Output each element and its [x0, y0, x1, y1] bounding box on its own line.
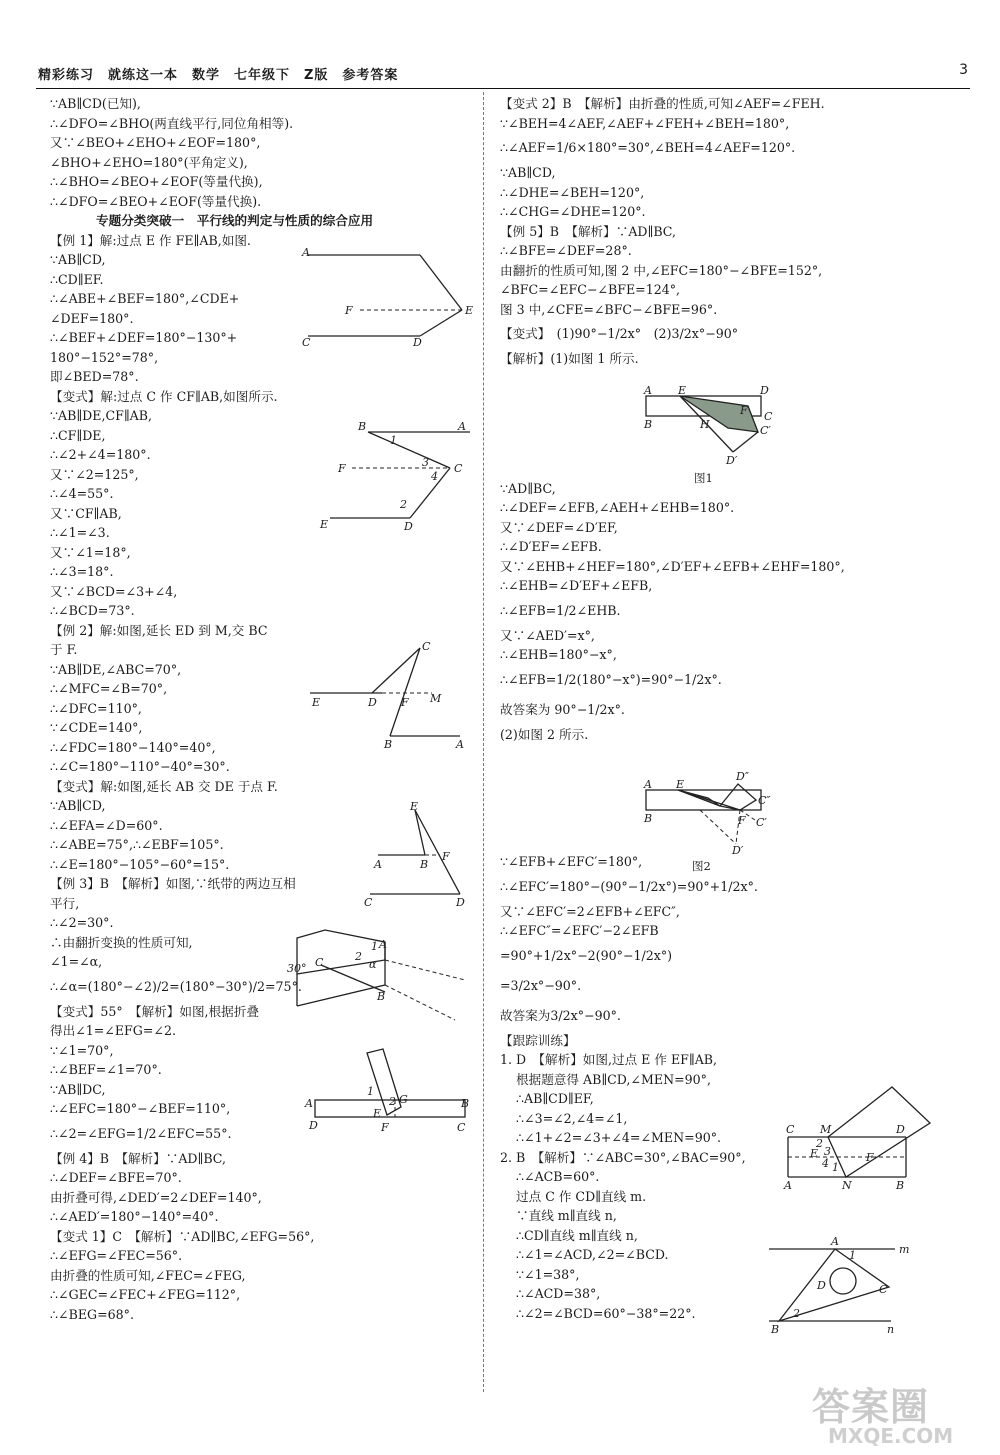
point-label: C″ [758, 794, 771, 807]
point-label: D [309, 1119, 318, 1132]
figure-2-caption: 图2 [692, 859, 711, 873]
angle-label: α [369, 958, 377, 971]
point-label: D [896, 1123, 905, 1136]
point-label: D [760, 384, 769, 397]
text-line: ∴∠FDC=180°−140°=40°, [50, 739, 216, 755]
point-label: F [738, 814, 746, 827]
text-line: ∵AB∥DE,∠ABC=70°, [50, 661, 182, 677]
angle-label: 1 [371, 940, 378, 953]
page-number: 3 [959, 62, 968, 78]
text-line: ∴∠BCD=73°. [50, 603, 135, 618]
text-line: ∠DEF=180°. [50, 310, 134, 326]
header-title: 精彩练习 就练这一本 数学 七年级下 Z版 参考答案 [38, 68, 399, 83]
text-line: ∴∠EFB=1/2(180°−x°)=90°−1/2x°. [500, 671, 722, 687]
text-line: 又∵∠DEF=∠D′EF, [500, 519, 618, 535]
point-label: A [784, 1179, 792, 1192]
text-line: ∵直线 m∥直线 n, [516, 1208, 617, 1223]
text-line: ∴∠EFB=1/2∠EHB. [500, 602, 621, 618]
figure-example-2 [310, 640, 480, 755]
point-label: C [422, 640, 431, 653]
point-label: N [842, 1179, 852, 1192]
text-line: 于 F. [50, 642, 78, 657]
text-line: ∴∠2=∠EFG=1/2∠EFC=55°. [50, 1125, 232, 1141]
point-label: C′ [760, 424, 771, 437]
text-line: 得出∠1=∠EFG=∠2. [50, 1023, 176, 1038]
text-line: 【例 5】B 【解析】∵AD∥BC, [500, 223, 677, 239]
text-line: ∵AB∥CD, [50, 252, 106, 267]
text-line: ∴∠BEF+∠DEF=180°−130°+ [50, 330, 238, 345]
text-line: 又∵∠BCD=∠3+∠4, [50, 583, 178, 599]
text-line: ∵AB∥DC, [50, 1081, 106, 1097]
point-label: A [458, 420, 466, 433]
text-line: ∴CD∥EF. [50, 271, 104, 287]
text-line: ∴∠DHE=∠BEH=120°, [500, 184, 645, 200]
text-line: ∴∠DFC=110°, [50, 700, 142, 716]
point-label: D [817, 1279, 826, 1292]
point-label: B [896, 1179, 905, 1192]
text-line: ∴∠α=(180°−∠2)/2=(180°−30°)/2=75°. [50, 978, 302, 994]
line-label: m [899, 1243, 910, 1256]
text-line: ∴AB∥CD∥EF, [516, 1091, 594, 1106]
point-label: 3 [422, 456, 429, 469]
figure-variant-2 [360, 800, 480, 910]
text-line: 【跟踪训练】 [500, 1032, 576, 1048]
text-line: 180°−152°=78°, [50, 349, 159, 365]
line-label: n [887, 1323, 895, 1336]
text-line: ∴∠EHB=∠D′EF+∠EFB, [500, 578, 653, 593]
text-line: 根据题意得 AB∥CD,∠MEN=90°, [516, 1071, 711, 1087]
angle-label: 2 [816, 1137, 823, 1150]
text-line: ∵AB∥CD, [500, 165, 556, 180]
text-line: ∴∠EHB=180°−x°, [500, 647, 617, 662]
text-line: ∵∠1=38°, [516, 1266, 580, 1282]
point-label: B [377, 990, 386, 1003]
text-line: ∵AB∥CD, [50, 798, 106, 813]
angle-label: 4 [822, 1157, 829, 1170]
point-label: C [302, 336, 311, 349]
point-label: E [373, 1107, 382, 1120]
header-rule [36, 88, 970, 89]
text-line: ∴∠DFO=∠BHO(两直线平行,同位角相等). [50, 115, 294, 131]
text-line: ∵∠EFB+∠EFC′=180°, [500, 854, 643, 869]
text-line: ∴∠BHO=∠BEO+∠EOF(等量代换), [50, 174, 263, 189]
text-line: 【例 4】B 【解析】∵AD∥BC, [50, 1150, 227, 1166]
figure-example-3 [285, 920, 475, 1040]
point-label: M [430, 692, 442, 705]
point-label: E [312, 696, 321, 709]
text-line: 过点 C 作 CD∥直线 m. [516, 1188, 647, 1204]
point-label: A [305, 1097, 313, 1110]
text-line: ∴∠1+∠2=∠3+∠4=∠MEN=90°. [516, 1130, 722, 1145]
angle-label: 30° [287, 962, 307, 975]
point-label: A [374, 858, 382, 871]
text-line: 又∵∠1=18°, [50, 544, 131, 560]
page-header [38, 62, 968, 84]
figure-track-1 [780, 1085, 940, 1195]
text-line: ∴∠DFO=∠BEO+∠EOF(等量代换). [50, 193, 262, 209]
point-label: B [358, 420, 367, 433]
angle-label: 2 [389, 1095, 396, 1108]
text-line: 【例 1】解:过点 E 作 FE∥AB,如图. [50, 232, 251, 248]
text-line: ∴∠BFE=∠DEF=28°. [500, 243, 632, 258]
text-line: ∴∠D′EF=∠EFB. [500, 539, 602, 554]
angle-label: 1 [832, 1161, 839, 1174]
point-label: C [364, 896, 373, 909]
point-label: E [320, 518, 329, 531]
point-label: F [381, 1121, 389, 1134]
point-label: A [644, 384, 652, 397]
text-line: 又∵∠2=125°, [50, 466, 139, 482]
point-label: C [764, 410, 773, 423]
text-line: ∴∠1=∠3. [50, 525, 110, 540]
point-label: G [399, 1093, 408, 1106]
point-label: A [831, 1235, 839, 1248]
text-line: 【例 2】解:如图,延长 ED 到 M,交 BC [50, 622, 268, 638]
text-line: ∴∠DEF=∠BFE=70°. [50, 1170, 182, 1185]
point-label: B [461, 1097, 470, 1110]
text-line: 由折叠的性质可知,∠FEC=∠FEG, [50, 1267, 246, 1283]
text-line: 由翻折的性质可知,图 2 中,∠EFC=180°−∠BFE=152°, [500, 262, 823, 278]
point-label: B [420, 858, 429, 871]
text-line: ∴∠E=180°−105°−60°=15°. [50, 856, 230, 872]
text-line: 【变式】55° 【解析】如图,根据折叠 [50, 1003, 259, 1019]
point-label: A [644, 778, 652, 791]
text-line: ∠1=∠α, [50, 954, 103, 969]
point-label: D [404, 520, 413, 533]
text-line: ∴∠EFG=∠FEC=56°. [50, 1248, 183, 1263]
text-line: ∴∠AED′=180°−140°=40°. [50, 1209, 219, 1224]
text-line: ∴∠EFC′=180°−(90°−1/2x°)=90°+1/2x°. [500, 878, 758, 894]
point-label: C′ [756, 816, 767, 829]
point-label: B [771, 1323, 780, 1336]
text-line: ∴∠4=55°. [50, 486, 114, 501]
text-line: 又∵∠EFC′=2∠EFB+∠EFC″, [500, 903, 680, 919]
figure-2 [640, 768, 780, 858]
point-label: D′ [726, 454, 738, 467]
angle-label: 2 [355, 950, 362, 963]
point-label: B [384, 738, 393, 751]
point-label: C [457, 1121, 466, 1134]
text-line: =3/2x°−90°. [500, 977, 582, 993]
point-label: 4 [431, 470, 438, 483]
point-label: F [740, 404, 748, 417]
text-line: 2. B 【解析】∵∠ABC=30°,∠BAC=90°, [500, 1149, 746, 1165]
point-label: C [454, 462, 463, 475]
text-line: ∵AB∥CD(已知), [50, 96, 141, 111]
text-line: ∵AD∥BC, [500, 480, 556, 496]
point-label: D [413, 336, 422, 349]
text-line: ∵∠1=70°, [50, 1042, 114, 1058]
text-line: 【变式】 (1)90°−1/2x° (2)3/2x°−90° [500, 326, 739, 341]
text-line: ∴∠ACD=38°, [516, 1286, 601, 1301]
point-label: M [820, 1123, 832, 1136]
figure-track-2 [765, 1235, 935, 1340]
text-line: ∴∠C=180°−110°−40°=30°. [50, 759, 230, 774]
text-line: ∴∠3=∠2,∠4=∠1, [516, 1110, 628, 1126]
text-line: 又∵∠EHB+∠HEF=180°,∠D′EF+∠EFB+∠EHF=180°, [500, 558, 845, 574]
text-line: 故答案为3/2x°−90°. [500, 1007, 621, 1023]
figure-example-1 [300, 246, 480, 350]
text-line: ∴∠CHG=∠DHE=120°. [500, 204, 646, 219]
angle-label: 1 [849, 1249, 856, 1262]
point-label: E [676, 778, 685, 791]
point-label: B [644, 418, 653, 431]
text-line: 【变式 1】C 【解析】∵AD∥BC,∠EFG=56°, [50, 1228, 315, 1244]
point-label: C [879, 1283, 888, 1296]
point-label: E [465, 304, 474, 317]
text-line: ∴∠BEG=68°. [50, 1306, 134, 1322]
point-label: C [786, 1123, 795, 1136]
text-line: 【变式】解:如图,延长 AB 交 DE 于点 F. [50, 778, 278, 794]
text-line: ∴∠BEF=∠1=70°. [50, 1062, 162, 1077]
point-label: F [345, 304, 353, 317]
text-line: 又∵∠AED′=x°, [500, 627, 595, 643]
figure-variant-3 [305, 1045, 480, 1135]
text-line: ∴∠EFA=∠D=60°. [50, 817, 163, 833]
point-label: 2 [400, 498, 407, 511]
text-line: 图 3 中,∠CFE=∠BFC−∠BFE=96°. [500, 301, 718, 317]
text-line: 故答案为 90°−1/2x°. [500, 701, 625, 717]
text-line: ∴∠1=∠ACD,∠2=∠BCD. [516, 1247, 669, 1262]
text-line: ∴∠EFC″=∠EFC′−2∠EFB [500, 923, 659, 938]
text-line: ∴∠EFC=180°−∠BEF=110°, [50, 1101, 231, 1116]
figure-variant-1 [320, 420, 480, 535]
point-label: A [456, 738, 464, 751]
text-line: ∴CD∥直线 m∥直线 n, [516, 1227, 638, 1243]
point-label: F [338, 462, 346, 475]
text-line: ∵∠CDE=140°, [50, 720, 143, 735]
column-divider [483, 92, 484, 1392]
point-label: F [866, 1151, 874, 1164]
point-label: A [302, 246, 310, 259]
point-label: D″ [736, 770, 749, 783]
text-line: ∴∠DEF=∠EFB,∠AEH+∠EHB=180°. [500, 500, 735, 515]
point-label: D′ [732, 844, 744, 857]
text-line: ∴∠ABE+∠BEF=180°,∠CDE+ [50, 291, 240, 306]
point-label: 1 [390, 434, 397, 447]
point-label: B [644, 812, 653, 825]
point-label: F [401, 696, 409, 709]
text-line: ∠BFC=∠EFC−∠BFE=124°, [500, 282, 681, 297]
text-line: =90°+1/2x°−2(90°−1/2x°) [500, 947, 673, 963]
text-line: ∴∠ACB=60°. [516, 1169, 600, 1184]
text-line: (2)如图 2 所示. [500, 726, 589, 742]
watermark-url: MXQE.COM [828, 1424, 954, 1448]
point-label: A [379, 938, 387, 951]
figure-1-caption: 图1 [694, 471, 713, 485]
text-line: 又∵∠BEO+∠EHO+∠EOF=180°, [50, 135, 261, 150]
point-label: H [700, 418, 710, 431]
text-line: ∴∠2+∠4=180°. [50, 447, 151, 462]
text-line: ∴∠ABE=75°,∴∠EBF=105°. [50, 837, 224, 852]
point-label: C [315, 956, 324, 969]
text-line: 【变式 2】B 【解析】由折叠的性质,可知∠AEF=∠FEH. [500, 96, 825, 111]
text-line: ∴∠GEC=∠FEC+∠FEG=112°, [50, 1287, 241, 1302]
text-line: 【变式】解:过点 C 作 CF∥AB,如图所示. [50, 388, 278, 404]
text-line: 即∠BED=78°. [50, 369, 139, 384]
text-line: ∠BHO+∠EHO=180°(平角定义), [50, 154, 248, 170]
text-line: ∴∠2=∠BCD=60°−38°=22°. [516, 1305, 696, 1321]
text-line: ∴∠MFC=∠B=70°, [50, 681, 168, 696]
text-line: ∴∠AEF=1/6×180°=30°,∠BEH=4∠AEF=120°. [500, 140, 796, 155]
text-line: ∵AB∥DE,CF∥AB, [50, 408, 153, 423]
figure-1 [640, 384, 780, 469]
text-line: 【解析】(1)如图 1 所示. [500, 351, 639, 366]
angle-label: 2 [793, 1307, 800, 1320]
text-line: 由折叠可得,∠DED′=2∠DEF=140°, [50, 1189, 262, 1205]
point-label: E [810, 1147, 819, 1160]
text-line: 【例 3】B 【解析】如图,∵纸带的两边互相 [50, 876, 296, 891]
text-line: 平行, [50, 895, 80, 911]
text-line: ∴∠3=18°. [50, 564, 114, 579]
point-label: D [456, 896, 465, 909]
point-label: D [368, 696, 377, 709]
text-line: ∴∠2=30°. [50, 915, 114, 930]
point-label: E [678, 384, 687, 397]
angle-label: 1 [367, 1085, 374, 1098]
text-line: 又∵CF∥AB, [50, 505, 122, 521]
section-heading: 专题分类突破一 平行线的判定与性质的综合应用 [96, 213, 374, 228]
text-line: 1. D 【解析】如图,过点 E 作 EF∥AB, [500, 1052, 718, 1067]
text-line: ∵∠BEH=4∠AEF,∠AEF+∠FEH+∠BEH=180°, [500, 115, 790, 131]
point-label: F [442, 850, 450, 863]
angle-label: 3 [824, 1145, 831, 1158]
watermark-logo: 答案圈 [812, 1385, 930, 1429]
point-label: E [410, 800, 419, 813]
text-line: ∴由翻折变换的性质可知, [50, 934, 193, 950]
text-line: ∴CF∥DE, [50, 427, 106, 443]
